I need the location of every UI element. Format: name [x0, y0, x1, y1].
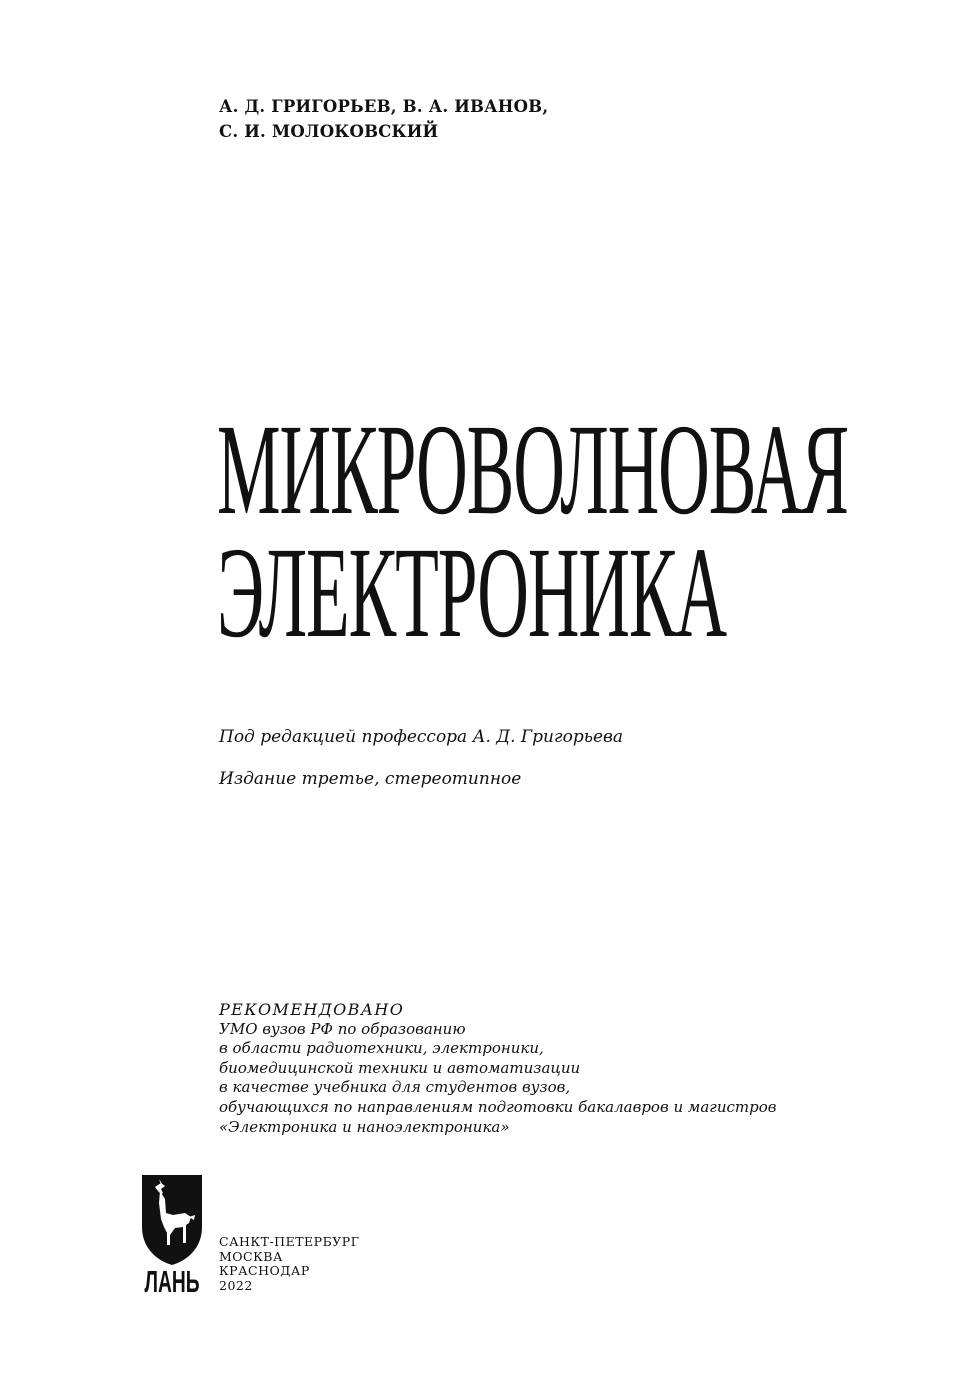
- book-title-line-2: ЭЛЕКТРОНИКА: [217, 521, 726, 665]
- recommendation-line: УМО вузов РФ по образованию: [219, 1019, 466, 1038]
- imprint-block: [219, 1235, 359, 1293]
- editor-note: Под редакцией профессора А. Д. Григорьева: [219, 727, 624, 747]
- recommendation-line: «Электроника и наноэлектроника»: [219, 1117, 510, 1136]
- authors-line-2: С. И. МОЛОКОВСКИЙ: [219, 122, 439, 141]
- authors-line-1: А. Д. ГРИГОРЬЕВ, В. А. ИВАНОВ,: [219, 97, 549, 116]
- imprint-city: КРАСНОДАР: [219, 1263, 310, 1278]
- recommendation-line: биомедицинской техники и автоматизации: [219, 1058, 581, 1077]
- book-title-line-1: МИКРОВОЛНОВАЯ: [217, 398, 848, 542]
- recommendation-heading: РЕКОМЕНДОВАНО: [219, 1000, 405, 1019]
- publisher-logo: [139, 1173, 205, 1295]
- imprint-city: САНКТ-ПЕТЕРБУРГ: [219, 1234, 360, 1249]
- recommendation-block: [219, 1000, 777, 1137]
- book-title: [217, 398, 848, 665]
- logo-text: ЛАНЬ: [144, 1265, 200, 1295]
- imprint-city: МОСКВА: [219, 1248, 283, 1264]
- authors-block: [219, 94, 548, 144]
- recommendation-line: в области радиотехники, электроники,: [219, 1039, 544, 1058]
- doe-shield-icon: [139, 1173, 205, 1295]
- recommendation-line: обучающихся по направлениям подготовки бакалавров и магистров: [219, 1097, 777, 1116]
- edition-note: Издание третье, стереотипное: [219, 769, 522, 789]
- recommendation-line: в качестве учебника для студентов вузов,: [219, 1078, 571, 1097]
- imprint-year: 2022: [219, 1277, 253, 1293]
